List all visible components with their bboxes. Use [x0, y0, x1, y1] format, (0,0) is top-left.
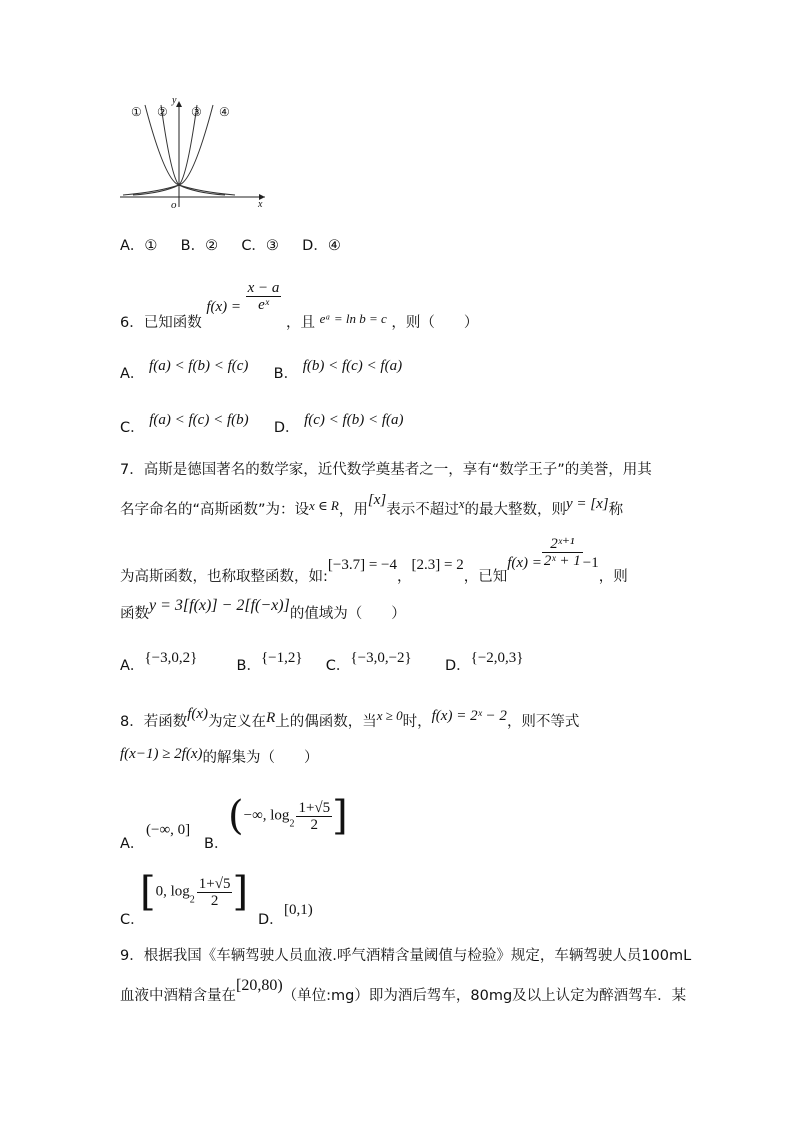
q8-line2-b: 的解集为（ ） — [202, 750, 319, 766]
q9-line2 — [120, 977, 687, 1004]
q8-option-c-right-bracket: ] — [232, 869, 249, 915]
exponential-curves-figure — [115, 95, 275, 215]
q7-x-in-r: x ∈ R — [309, 498, 339, 513]
q7-option-b-letter: B． — [236, 658, 261, 674]
q7-line3 — [120, 536, 628, 585]
q8-r: R — [266, 710, 276, 726]
q7-line3-a: 为高斯函数，也称取整函数，如: — [120, 568, 328, 585]
q8-option-b-den: 2 — [310, 816, 319, 833]
q7-line4-a: 函数 — [120, 606, 149, 622]
q7-bracket-x: [x] — [367, 492, 387, 508]
q7-line3-c: ，则 — [598, 568, 628, 585]
q7-line2-c: 表示不超过 — [386, 502, 459, 518]
q7-line4 — [120, 596, 406, 622]
q7-line2-b: ，用 — [338, 502, 368, 518]
q8-line1-a: 8．若函数 — [120, 714, 188, 730]
q8-option-c-den: 2 — [210, 892, 219, 909]
q8-option-c-frac — [197, 876, 233, 909]
q9-line2-b: （单位:mg）即为酒后驾车，80mg及以上认定为醉酒驾车．某 — [282, 988, 687, 1004]
curve-label-1: ① — [131, 105, 142, 119]
q8-options-row2 — [120, 868, 420, 928]
q5-option-d: D．④ — [302, 238, 341, 254]
q8-option-b-sub: 2 — [289, 818, 295, 830]
q7-line2 — [120, 492, 624, 518]
q5-option-a: A．① — [120, 238, 158, 254]
curve-label-4: ④ — [219, 105, 230, 119]
q6-condition: eᵃ = ln b = c — [319, 310, 387, 326]
q8-line2 — [120, 744, 319, 764]
q5-option-b: B．② — [180, 238, 219, 254]
q6-options-row2 — [120, 410, 404, 436]
y-axis-arrow — [176, 101, 182, 107]
q7-option-b: {−1,2} — [260, 650, 303, 666]
q8-option-c-left: 0, log — [155, 883, 190, 900]
q8-inequality: f(x−1) ≥ 2f(x) — [120, 746, 203, 762]
q6-f-lhs: f(x) = — [206, 298, 242, 315]
q7-options — [120, 648, 524, 674]
q8-option-c-letter: C． — [120, 912, 145, 928]
q9-line1: 9．根据我国《车辆驾驶人员血液.呼气酒精含量阈值与检验》规定，车辆驾驶人员100mL — [120, 948, 692, 964]
q7-comma: ， — [397, 568, 412, 585]
q7-option-d: {−2,0,3} — [470, 650, 524, 666]
q7-f-tail: −1 — [582, 554, 599, 571]
q6-suffix: ，则（ ） — [391, 314, 479, 331]
q8-line1-e: ，则不等式 — [506, 714, 580, 730]
q8-option-b-left-paren: ( — [228, 793, 244, 839]
q6-options-row1 — [120, 356, 403, 382]
q8-option-b — [228, 794, 348, 842]
q6-mid: ，且 — [286, 314, 316, 331]
q8-option-a-letter: A． — [120, 836, 145, 852]
q6-frac-den: eˣ — [258, 297, 269, 313]
q7-line1: 7．高斯是德国著名的数学家，近代数学奠基者之一，享有“数学王子”的美誉，用其 — [120, 462, 652, 478]
q8-option-d-letter: D． — [258, 912, 284, 928]
q7-example-2: [2.3] = 2 — [411, 556, 464, 573]
q7-line3-b: ，已知 — [463, 568, 508, 585]
q9-interval: [20,80) — [236, 977, 283, 994]
q7-line2-a: 名字命名的“高斯函数”为：设 — [120, 502, 310, 518]
q7-line4-b: 的值域为（ ） — [289, 606, 406, 622]
q7-option-a: {−3,0,2} — [144, 650, 198, 666]
q8-option-b-num: 1+√5 — [298, 799, 331, 816]
q7-option-c-letter: C． — [325, 658, 351, 674]
q6-fraction — [246, 280, 282, 313]
q6-stem — [120, 280, 479, 331]
q5-option-c: C．③ — [241, 238, 279, 254]
y-axis-label: y — [172, 95, 177, 106]
q6-option-b: f(b) < f(c) < f(a) — [302, 358, 403, 374]
q8-option-c — [140, 870, 248, 918]
curve-label-3: ③ — [191, 105, 202, 119]
q8-line1-d: 时， — [402, 714, 432, 730]
q7-example-1: [−3.7] = −4 — [327, 556, 398, 573]
q8-options-row1 — [120, 792, 420, 852]
q7-line2-e: 称 — [608, 502, 624, 518]
q7-y-expr: y = 3[f(x)] − 2[f(−x)] — [149, 597, 290, 614]
x-axis-label: x — [258, 199, 263, 210]
q7-option-a-letter: A． — [120, 658, 145, 674]
q6-option-b-letter: B． — [273, 366, 299, 382]
curve-label-2: ② — [157, 105, 168, 119]
q6-prefix: 6．已知函数 — [120, 314, 202, 331]
q8-line1 — [120, 708, 579, 728]
q8-option-c-sub: 2 — [189, 894, 195, 906]
q7-line2-d: 的最大整数，则 — [464, 502, 566, 518]
q7-f-lhs: f(x) = — [507, 554, 542, 571]
q6-option-c: f(a) < f(c) < f(b) — [149, 412, 249, 428]
q8-condition: x ≥ 0 — [376, 708, 403, 723]
q7-option-c: {−3,0,−2} — [350, 650, 412, 666]
q8-option-b-left: −∞, log — [243, 807, 290, 824]
q8-option-b-frac — [296, 800, 332, 833]
q8-line1-c: 上的偶函数，当 — [275, 714, 377, 730]
q8-option-d: [0,1) — [284, 902, 313, 918]
q7-option-d-letter: D． — [444, 658, 471, 674]
q7-x: x — [458, 496, 465, 511]
q6-option-d-letter: D． — [273, 420, 300, 436]
q8-option-a: (−∞, 0] — [146, 822, 191, 838]
q9-line2-a: 血液中酒精含量在 — [120, 988, 236, 1004]
q7-frac-num: 2ˣ⁺¹ — [542, 536, 583, 553]
q6-option-d: f(c) < f(b) < f(a) — [304, 412, 404, 428]
q8-option-c-left-bracket: [ — [140, 869, 156, 915]
origin-label: o — [171, 199, 177, 211]
q6-frac-num: x − a — [247, 280, 280, 296]
q8-option-b-right-bracket: ] — [332, 793, 348, 839]
q7-fraction — [542, 536, 583, 569]
q8-line1-b: 为定义在 — [208, 714, 267, 730]
q7-frac-den: 2ˣ + 1 — [543, 553, 581, 569]
q6-option-a-letter: A． — [120, 366, 145, 382]
q8-option-b-letter: B． — [204, 836, 229, 852]
q5-options — [120, 236, 341, 256]
q8-fx: f(x) — [187, 706, 209, 722]
q6-option-a: f(a) < f(b) < f(c) — [149, 358, 249, 374]
q7-y-eq: y = [x] — [566, 496, 609, 512]
q8-option-c-num: 1+√5 — [198, 875, 231, 892]
q8-definition: f(x) = 2ˣ − 2 — [431, 708, 507, 724]
q6-option-c-letter: C． — [120, 420, 145, 436]
